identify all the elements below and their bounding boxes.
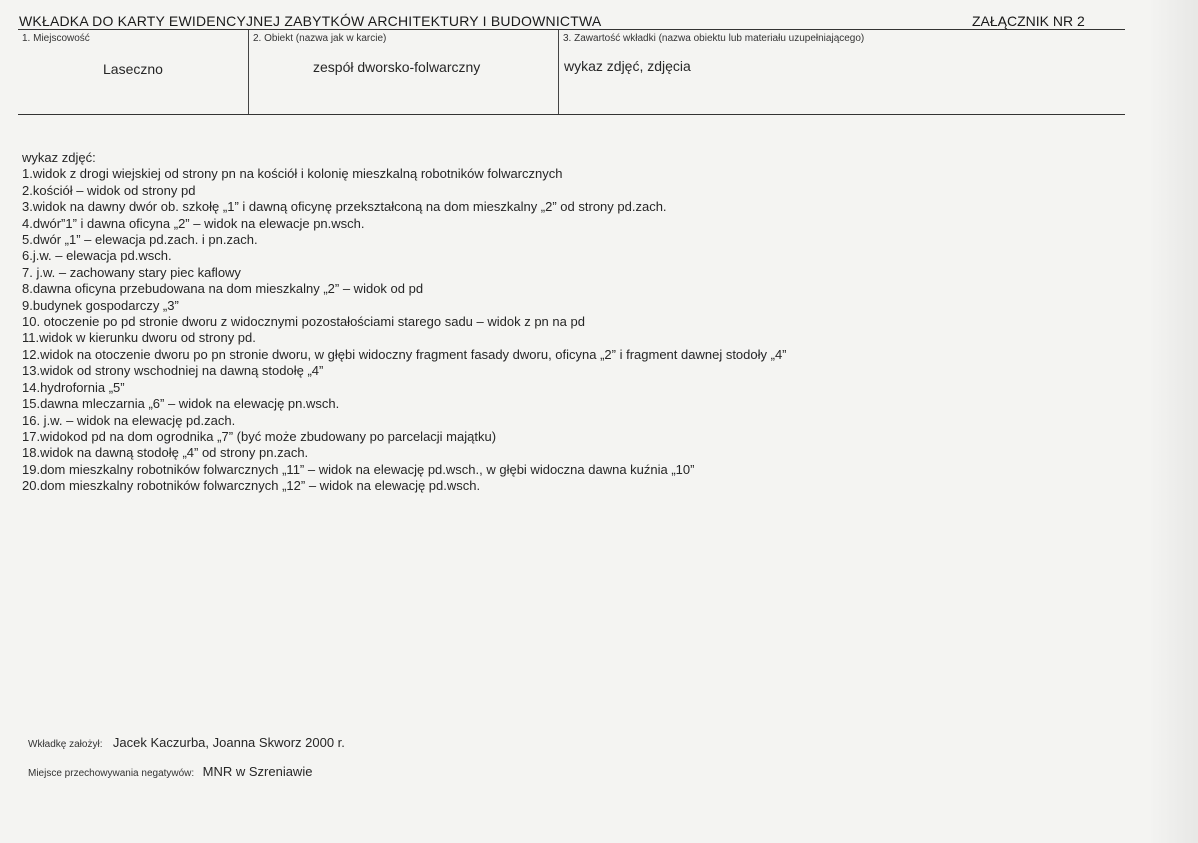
header-rule (18, 29, 1125, 30)
photo-list-heading: wykaz zdjęć: (22, 150, 96, 165)
column-divider-1 (248, 30, 249, 114)
list-item: 9.budynek gospodarczy „3” (22, 297, 179, 313)
list-item: 12.widok na otoczenie dworu po pn stronie dworu, w głębi widoczny fragment fasady dworu, oficyna „2” i fragment dawnej stodoły „4” (22, 346, 787, 362)
object-value: zespół dworsko-folwarczny (313, 59, 481, 75)
list-item: 14.hydrofornia „5” (22, 379, 125, 395)
list-item: 11.widok w kierunku dworu od strony pd. (22, 330, 256, 346)
list-item: 5.dwór „1” – elewacja pd.zach. i pn.zach. (22, 232, 258, 248)
column-divider-2 (558, 30, 559, 114)
photo-list (22, 150, 1122, 495)
fields-bottom-rule (18, 114, 1125, 115)
storage-label: Miejsce przechowywania negatywów: (28, 768, 195, 779)
list-item: 7. j.w. – zachowany stary piec kaflowy (22, 264, 241, 280)
list-item: 17.widokod pd na dom ogrodnika „7” (być może zbudowany po parcelacji majątku) (22, 428, 497, 444)
list-item: 4.dwór”1” i dawna oficyna „2” – widok na elewacje pn.wsch. (22, 215, 365, 231)
contents-value: wykaz zdjęć, zdjęcia (564, 58, 691, 74)
list-item: 3.widok na dawny dwór ob. szkołę „1” i dawną oficynę przekształconą na dom mieszkalny „2” od strony pd.zach. (22, 199, 667, 215)
list-item: 18.widok na dawną stodołę „4” od strony pn.zach. (22, 445, 309, 461)
object-label: 2. Obiekt (nazwa jak w karcie) (253, 33, 387, 44)
list-item: 16. j.w. – widok na elewację pd.zach. (22, 412, 236, 428)
list-item: 15.dawna mleczarnia „6” – widok na elewację pn.wsch. (22, 396, 340, 412)
locality-value: Laseczno (103, 61, 163, 77)
annex-number: ZAŁĄCZNIK NR 2 (972, 13, 1085, 29)
storage-value: MNR w Szreniawie (202, 764, 313, 779)
list-item: 2.kościół – widok od strony pd (22, 182, 196, 198)
storage-line (28, 763, 312, 781)
document-title: WKŁADKA DO KARTY EWIDENCYJNEJ ZABYTKÓW ARCHITEKTURY I BUDOWNICTWA (19, 13, 602, 29)
author-label: Wkładkę założył: (28, 739, 103, 750)
list-item: 1.widok z drogi wiejskiej od strony pn na kościół i kolonię mieszkalną robotników folwarcznych (22, 166, 563, 182)
scan-edge-shadow (1148, 0, 1198, 843)
list-item: 8.dawna oficyna przebudowana na dom mieszkalny „2” – widok od pd (22, 281, 424, 297)
list-item: 6.j.w. – elewacja pd.wsch. (22, 248, 172, 264)
locality-label: 1. Miejscowość (22, 33, 90, 44)
list-item: 20.dom mieszkalny robotników folwarcznych „12” – widok na elewację pd.wsch. (22, 478, 481, 494)
list-item: 19.dom mieszkalny robotników folwarcznych „11” – widok na elewację pd.wsch., w głębi widoczna dawna kuźnia „10” (22, 461, 695, 477)
author-value: Jacek Kaczurba, Joanna Skworz 2000 r. (112, 735, 345, 750)
contents-label: 3. Zawartość wkładki (nazwa obiektu lub materiału uzupełniającego) (563, 33, 865, 44)
author-line (28, 734, 345, 752)
list-item: 10. otoczenie po pd stronie dworu z widocznymi pozostałościami starego sadu – widok z pn na pd (22, 314, 585, 330)
list-item: 13.widok od strony wschodniej na dawną stodołę „4” (22, 363, 324, 379)
